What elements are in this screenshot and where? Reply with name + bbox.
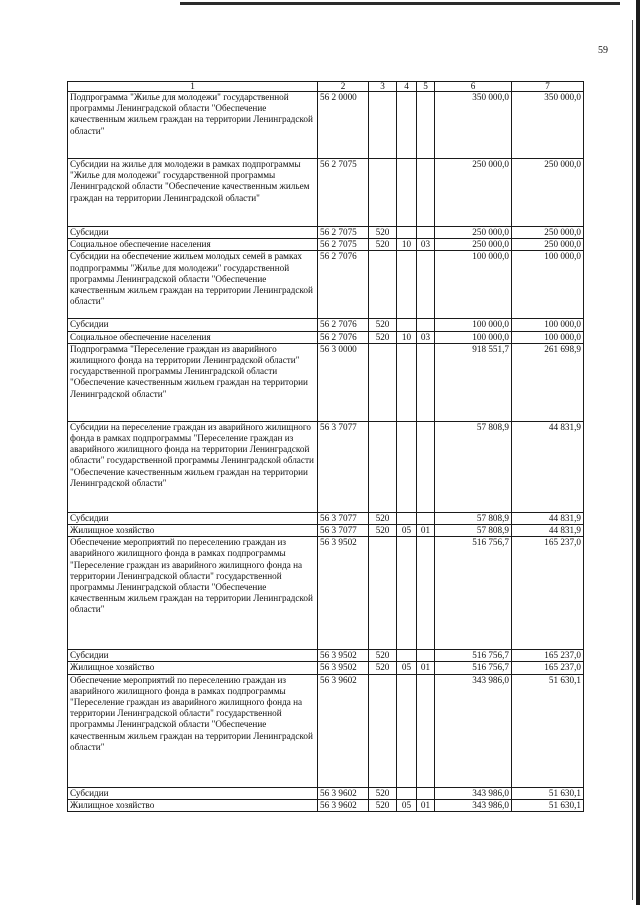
row-amount-year1: 57 808,9: [435, 512, 512, 524]
row-subsection: 01: [417, 662, 435, 674]
row-description: Социальное обеспечение населения: [68, 331, 318, 343]
row-amount-year1: 516 756,7: [435, 650, 512, 662]
row-description: Субсидии на обеспечение жильем молодых семей в рамках подпрограммы "Жилье для молодежи" государственной программы Ленинградской области "Обеспечение качественным жильем граждан на территории Ленинградской области": [68, 251, 318, 319]
row-description: Субсидии: [68, 787, 318, 799]
row-section: [397, 227, 417, 239]
row-amount-year1: 100 000,0: [435, 319, 512, 331]
row-amount-year2: 261 698,9: [512, 343, 584, 421]
row-amount-year2: 100 000,0: [512, 319, 584, 331]
row-subsection: [417, 650, 435, 662]
row-amount-year2: 165 237,0: [512, 662, 584, 674]
row-description: Обеспечение мероприятий по переселению граждан из аварийного жилищного фонда в рамках подпрограммы "Переселение граждан из аварийного жилищного фонда на территории Ленинградской области" государственной программы Ленинградской области "Обеспечение качественным жильем граждан на территории Ленинградской области": [68, 537, 318, 650]
scan-artifact-right-line: [632, 20, 633, 900]
scan-artifact-right-edge: [636, 0, 640, 905]
row-amount-year1: 250 000,0: [435, 159, 512, 227]
table-row: [68, 319, 584, 331]
row-expense-type: [369, 251, 397, 319]
table-row: [68, 650, 584, 662]
row-subsection: [417, 421, 435, 512]
row-description: Субсидии на переселение граждан из аварийного жилищного фонда в рамках подпрограммы "Переселение граждан из аварийного жилищного фонда на территории Ленинградской области" государственной программы Ленинградской области "Обеспечение качественным жильем граждан на территории Ленинградской области": [68, 421, 318, 512]
row-description: Социальное обеспечение населения: [68, 239, 318, 251]
row-expense-type: 520: [369, 787, 397, 799]
table-row: [68, 421, 584, 512]
row-amount-year1: 100 000,0: [435, 251, 512, 319]
row-expense-type: [369, 537, 397, 650]
row-target-code: 56 2 7075: [318, 227, 369, 239]
table-row: [68, 787, 584, 799]
row-description: Подпрограмма "Переселение граждан из аварийного жилищного фонда на территории Ленинградской области" государственной программы Ленинградской области "Обеспечение качественным жильем граждан на территории Ленинградской области": [68, 343, 318, 421]
table-row: [68, 525, 584, 537]
table-row: [68, 159, 584, 227]
row-target-code: 56 3 7077: [318, 525, 369, 537]
row-expense-type: 520: [369, 239, 397, 251]
row-description: Жилищное хозяйство: [68, 799, 318, 811]
row-description: Жилищное хозяйство: [68, 525, 318, 537]
column-header: 6: [435, 82, 512, 92]
scan-artifact-top: [180, 2, 620, 5]
row-section: 10: [397, 239, 417, 251]
row-expense-type: [369, 92, 397, 159]
row-amount-year2: 250 000,0: [512, 239, 584, 251]
row-amount-year1: 343 986,0: [435, 787, 512, 799]
row-amount-year1: 343 986,0: [435, 674, 512, 787]
row-amount-year2: 350 000,0: [512, 92, 584, 159]
column-header: 5: [417, 82, 435, 92]
row-description: Жилищное хозяйство: [68, 662, 318, 674]
row-description: Субсидии: [68, 650, 318, 662]
column-header: 7: [512, 82, 584, 92]
page-number: 59: [598, 45, 608, 56]
row-target-code: 56 3 9602: [318, 674, 369, 787]
row-description: Субсидии на жилье для молодежи в рамках подпрограммы "Жилье для молодежи" государственной программы Ленинградской области "Обеспечение качественным жильем граждан на территории Ленинградской области": [68, 159, 318, 227]
row-amount-year2: 51 630,1: [512, 799, 584, 811]
row-description: Субсидии: [68, 319, 318, 331]
table-row: [68, 799, 584, 811]
column-header: 2: [318, 82, 369, 92]
row-amount-year1: 250 000,0: [435, 239, 512, 251]
table-row: [68, 239, 584, 251]
row-expense-type: [369, 421, 397, 512]
row-subsection: [417, 92, 435, 159]
row-target-code: 56 2 7075: [318, 159, 369, 227]
table-row: [68, 92, 584, 159]
row-amount-year2: 165 237,0: [512, 537, 584, 650]
row-section: [397, 343, 417, 421]
row-amount-year2: 165 237,0: [512, 650, 584, 662]
row-subsection: [417, 319, 435, 331]
row-section: [397, 92, 417, 159]
row-amount-year2: 250 000,0: [512, 159, 584, 227]
row-amount-year2: 44 831,9: [512, 525, 584, 537]
row-amount-year1: 343 986,0: [435, 799, 512, 811]
table-row: [68, 512, 584, 524]
row-amount-year1: 350 000,0: [435, 92, 512, 159]
row-subsection: 03: [417, 239, 435, 251]
row-subsection: [417, 343, 435, 421]
row-expense-type: 520: [369, 662, 397, 674]
row-target-code: 56 3 9502: [318, 537, 369, 650]
row-amount-year1: 516 756,7: [435, 537, 512, 650]
row-expense-type: 520: [369, 650, 397, 662]
table-row: [68, 251, 584, 319]
row-target-code: 56 2 7076: [318, 251, 369, 319]
row-expense-type: [369, 159, 397, 227]
row-target-code: 56 2 7076: [318, 331, 369, 343]
row-description: Подпрограмма "Жилье для молодежи" государственной программы Ленинградской области "Обеспечение качественным жильем граждан на территории Ленинградской области": [68, 92, 318, 159]
row-subsection: [417, 537, 435, 650]
row-subsection: 03: [417, 331, 435, 343]
row-expense-type: 520: [369, 512, 397, 524]
row-subsection: [417, 674, 435, 787]
row-section: [397, 319, 417, 331]
row-section: [397, 159, 417, 227]
table-row: [68, 227, 584, 239]
table-row: [68, 331, 584, 343]
row-expense-type: 520: [369, 525, 397, 537]
row-target-code: 56 3 7077: [318, 421, 369, 512]
table-row: [68, 674, 584, 787]
row-section: [397, 674, 417, 787]
row-expense-type: [369, 343, 397, 421]
row-subsection: [417, 251, 435, 319]
row-amount-year2: 250 000,0: [512, 227, 584, 239]
table-row: [68, 537, 584, 650]
column-header: 3: [369, 82, 397, 92]
row-amount-year1: 100 000,0: [435, 331, 512, 343]
row-amount-year2: 44 831,9: [512, 421, 584, 512]
row-amount-year1: 250 000,0: [435, 227, 512, 239]
row-amount-year1: 57 808,9: [435, 525, 512, 537]
row-expense-type: 520: [369, 799, 397, 811]
row-subsection: [417, 227, 435, 239]
row-target-code: 56 3 7077: [318, 512, 369, 524]
row-expense-type: 520: [369, 331, 397, 343]
row-target-code: 56 3 0000: [318, 343, 369, 421]
row-expense-type: 520: [369, 227, 397, 239]
row-target-code: 56 3 9502: [318, 650, 369, 662]
row-subsection: 01: [417, 799, 435, 811]
row-target-code: 56 3 9602: [318, 787, 369, 799]
row-amount-year2: 100 000,0: [512, 251, 584, 319]
row-section: [397, 421, 417, 512]
row-section: [397, 537, 417, 650]
row-amount-year1: 57 808,9: [435, 421, 512, 512]
row-target-code: 56 2 0000: [318, 92, 369, 159]
row-target-code: 56 3 9602: [318, 799, 369, 811]
row-amount-year2: 51 630,1: [512, 674, 584, 787]
row-subsection: [417, 512, 435, 524]
column-header: 4: [397, 82, 417, 92]
row-section: [397, 512, 417, 524]
row-subsection: [417, 159, 435, 227]
row-expense-type: [369, 674, 397, 787]
row-amount-year2: 51 630,1: [512, 787, 584, 799]
row-amount-year1: 516 756,7: [435, 662, 512, 674]
table-header-row: [68, 82, 584, 92]
row-section: [397, 251, 417, 319]
row-amount-year2: 44 831,9: [512, 512, 584, 524]
row-target-code: 56 3 9502: [318, 662, 369, 674]
row-description: Обеспечение мероприятий по переселению граждан из аварийного жилищного фонда в рамках подпрограммы "Переселение граждан из аварийного жилищного фонда на территории Ленинградской области" государственной программы Ленинградской области "Обеспечение качественным жильем граждан на территории Ленинградской области": [68, 674, 318, 787]
row-description: Субсидии: [68, 227, 318, 239]
row-target-code: 56 2 7076: [318, 319, 369, 331]
row-subsection: [417, 787, 435, 799]
row-section: 05: [397, 799, 417, 811]
row-section: 10: [397, 331, 417, 343]
column-header: 1: [68, 82, 318, 92]
row-section: 05: [397, 525, 417, 537]
budget-table: [67, 81, 584, 812]
row-amount-year2: 100 000,0: [512, 331, 584, 343]
row-target-code: 56 2 7075: [318, 239, 369, 251]
row-section: 05: [397, 662, 417, 674]
row-expense-type: 520: [369, 319, 397, 331]
row-amount-year1: 918 551,7: [435, 343, 512, 421]
table-row: [68, 662, 584, 674]
row-section: [397, 650, 417, 662]
table-row: [68, 343, 584, 421]
row-description: Субсидии: [68, 512, 318, 524]
row-subsection: 01: [417, 525, 435, 537]
row-section: [397, 787, 417, 799]
